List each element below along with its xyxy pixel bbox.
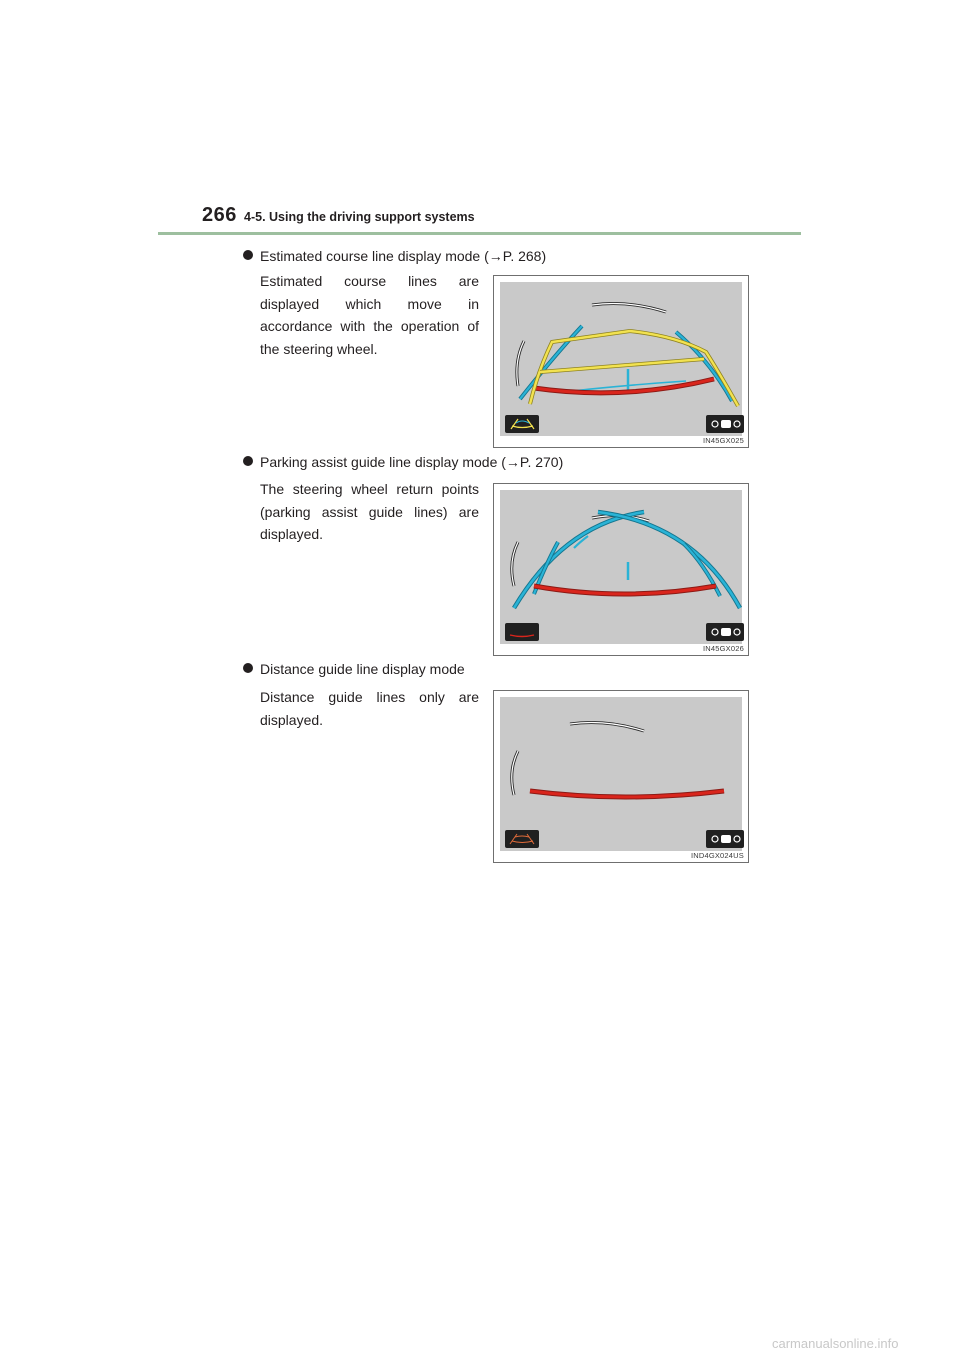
- mode-description: Estimated course lines are displayed which move in accordance with the operation of the steering wheel.: [260, 273, 479, 357]
- mode-heading-estimated-course: [243, 246, 546, 266]
- page-reference[interactable]: P. 270): [519, 454, 564, 470]
- footer-watermark[interactable]: carmanualsonline.info: [772, 1336, 899, 1351]
- figure-code: IN45GX026: [703, 644, 744, 653]
- mode-title: Parking assist guide line display mode (: [260, 454, 506, 470]
- mode-description: The steering wheel return points (parking assist guide lines) are displayed.: [260, 481, 479, 542]
- arrow-icon: →: [488, 248, 503, 264]
- mode-title: Estimated course line display mode (: [260, 248, 489, 264]
- camera-screen-illustration: [494, 691, 748, 862]
- mode-heading-parking-assist: [243, 452, 563, 472]
- mode-title: Distance guide line display mode: [260, 661, 465, 677]
- camera-screen-illustration: [494, 276, 748, 447]
- figure-code: IN45GX025: [703, 436, 744, 445]
- mode-heading-distance-guide: [243, 659, 465, 679]
- page-number: 266: [202, 204, 237, 226]
- section-title: 4-5. Using the driving support systems: [244, 210, 475, 224]
- camera-screen-illustration: [494, 484, 748, 655]
- page-reference[interactable]: P. 268): [502, 248, 547, 264]
- camera-figure-estimated-course: [493, 275, 749, 448]
- camera-figure-parking-assist: [493, 483, 749, 656]
- arrow-icon: →: [505, 454, 520, 470]
- bullet-icon: [243, 663, 253, 673]
- bullet-icon: [243, 250, 253, 260]
- camera-figure-distance-guide: [493, 690, 749, 863]
- mode-description: Distance guide lines only are displayed.: [260, 689, 479, 728]
- header-divider: [158, 232, 801, 235]
- figure-code: IND4GX024US: [690, 851, 744, 860]
- bullet-icon: [243, 456, 253, 466]
